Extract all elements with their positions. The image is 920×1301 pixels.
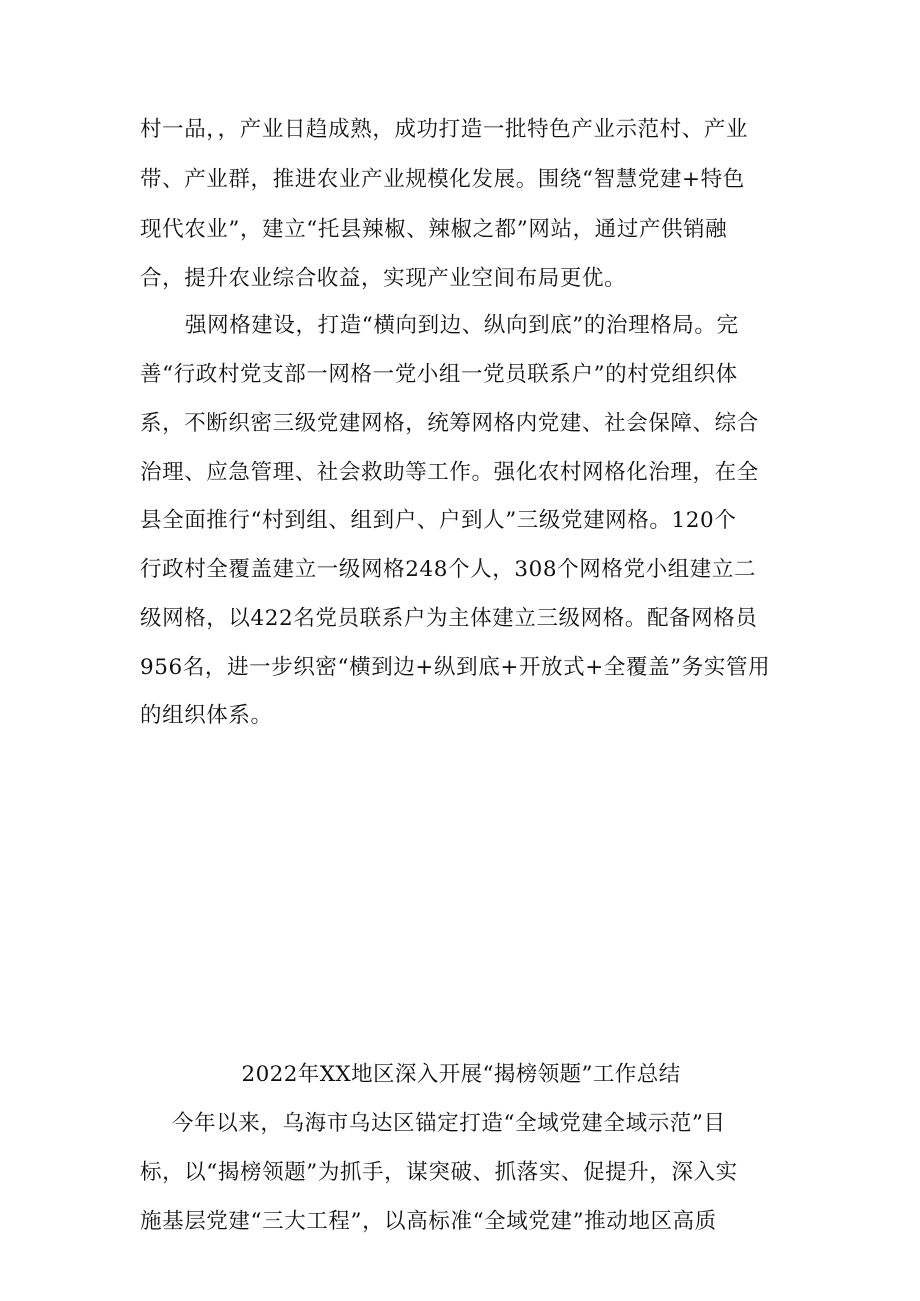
paragraph-line: 现代农业”，建立“托县辣椒、辣椒之都”网站，通过产供销融	[140, 217, 728, 242]
paragraph-line: 善“行政村党支部一网格一党小组一党员联系户”的村党组织体	[140, 362, 738, 387]
article-title: 2022年XX地区深入开展“揭榜领题”工作总结	[241, 1062, 681, 1087]
paragraph-line: 行政村全覆盖建立一级网格248个人，308个网格党小组建立二	[140, 557, 757, 582]
paragraph-line: 县全面推行“村到组、组到户、户到人”三级党建网格。120个	[140, 508, 737, 533]
paragraph-line: 级网格，以422名党员联系户为主体建立三级网格。配备网格员	[140, 606, 758, 631]
paragraph-line: 治理、应急管理、社会救助等工作。强化农村网格化治理，在全	[140, 460, 759, 485]
paragraph-first-line: 今年以来，乌海市乌达区锚定打造“全域党建全域示范”目	[172, 1111, 726, 1136]
paragraph-line: 村一品，，产业日趋成熟，成功打造一批特色产业示范村、产业	[140, 117, 749, 142]
paragraph-line: 的组织体系。	[140, 703, 273, 728]
paragraph-line: 标，以“揭榜领题”为抓手，谋突破、抓落实、促提升，深入实	[140, 1160, 738, 1185]
paragraph-line: 施基层党建“三大工程”，以高标准“全域党建”推动地区高质	[140, 1209, 717, 1234]
paragraph-line: 956名，进一步织密“横到边+纵到底+开放式+全覆盖”务实管用	[140, 655, 771, 680]
paragraph-line: 系，不断织密三级党建网格，统筹网格内党建、社会保障、综合	[140, 411, 759, 436]
paragraph-first-line: 强网格建设，打造“横向到边、纵向到底”的治理格局。完	[185, 313, 739, 338]
paragraph-line: 合，提升农业综合收益，实现产业空间布局更优。	[140, 266, 627, 291]
paragraph-line: 带、产业群，推进农业产业规模化发展。围绕“智慧党建+特色	[140, 167, 745, 192]
